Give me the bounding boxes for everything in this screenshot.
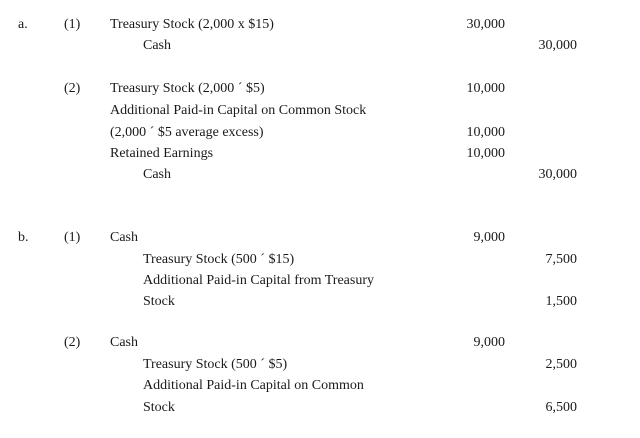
entry-b2-apic-credit: 6,500 (545, 400, 577, 415)
entry-a2-treasury-stock: Treasury Stock (2,000 ´ $5) (110, 81, 265, 96)
entry-b2-label: (2) (64, 335, 81, 350)
entry-a1-cash-credit: 30,000 (538, 38, 577, 53)
entry-b1-treasury-stock-credit: 7,500 (545, 252, 577, 267)
part-a-letter: a. (18, 17, 28, 32)
entry-b2-treasury-stock-credit: 2,500 (545, 357, 577, 372)
entry-b2-cash: Cash (110, 335, 138, 350)
entry-a2-apic-debit: 10,000 (466, 125, 505, 140)
entry-a2-average-excess: (2,000 ´ $5 average excess) (110, 125, 264, 140)
entry-a1-treasury-stock-debit: 30,000 (466, 17, 505, 32)
entry-b1-apic-treasury: Additional Paid-in Capital from Treasury (143, 273, 374, 288)
entry-b1-apic-credit: 1,500 (545, 294, 577, 309)
entry-a1-cash: Cash (143, 38, 171, 53)
entry-b2-apic-common: Additional Paid-in Capital on Common (143, 378, 364, 393)
part-b-letter: b. (18, 230, 29, 245)
entry-a2-label: (2) (64, 81, 81, 96)
entry-b1-cash: Cash (110, 230, 138, 245)
entry-a2-retained-earnings: Retained Earnings (110, 146, 214, 161)
entry-b2-treasury-stock: Treasury Stock (500 ´ $5) (143, 357, 288, 372)
entry-b2-apic-common-cont: Stock (143, 400, 175, 415)
entry-a2-apic-common: Additional Paid-in Capital on Common Stock (110, 103, 367, 118)
entry-a2-treasury-stock-debit: 10,000 (466, 81, 505, 96)
entry-b1-apic-treasury-cont: Stock (143, 294, 175, 309)
entry-a2-cash: Cash (143, 167, 171, 182)
entry-a2-cash-credit: 30,000 (538, 167, 577, 182)
entry-a1-treasury-stock: Treasury Stock (2,000 x $15) (110, 17, 274, 32)
entry-a2-retained-earnings-debit: 10,000 (466, 146, 505, 161)
entry-b2-cash-debit: 9,000 (473, 335, 505, 350)
entry-b1-treasury-stock: Treasury Stock (500 ´ $15) (143, 252, 295, 267)
entry-a1-label: (1) (64, 17, 81, 32)
entry-b1-cash-debit: 9,000 (473, 230, 505, 245)
entry-b1-label: (1) (64, 230, 81, 245)
